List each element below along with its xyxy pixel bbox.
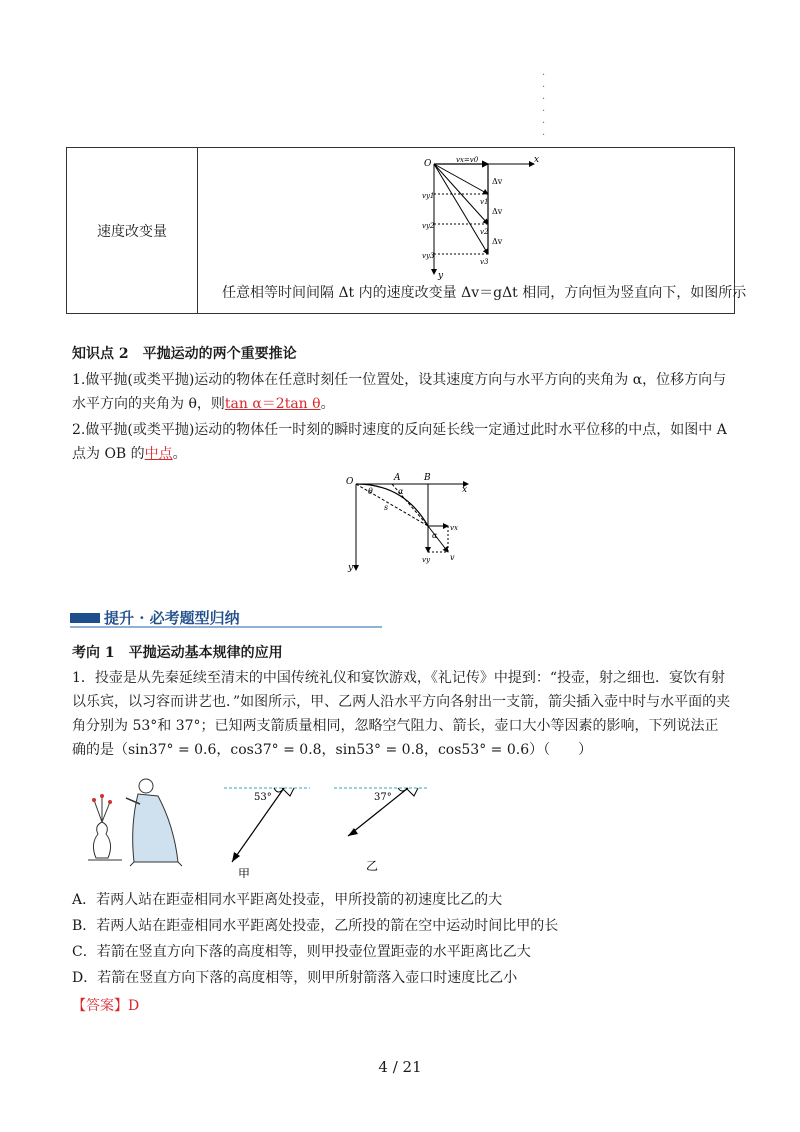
fig1-vy1: vy1 (422, 192, 435, 200)
fig1-top-label: vx=v0 (456, 156, 479, 164)
page-sep: / (392, 1058, 398, 1076)
projectile-diagram (344, 470, 474, 574)
fig2-theta: θ (368, 487, 373, 496)
fig2-vy: vy (422, 556, 430, 564)
banner-title: 提升 · 必考题型归纳 (104, 609, 240, 627)
fig2-y: y (348, 563, 354, 573)
fig2-vx: vx (450, 524, 458, 532)
table-caption: 任意相等时间间隔 Δt 内的速度改变量 Δv＝gΔt 相同，方向恒为竖直向下，如图所示 (222, 285, 747, 301)
kaoxiang-title: 考向 1 平抛运动基本规律的应用 (72, 645, 283, 661)
fig1-x-axis: x (534, 155, 540, 165)
fig1-vy2: vy2 (422, 222, 435, 230)
touhu-illustration (74, 770, 202, 870)
label-jia: 甲 (238, 867, 251, 878)
fig2-alpha-bottom: α (432, 531, 438, 540)
option-c: C．若箭在竖直方向下落的高度相等，则甲投壶位置距壶的水平距离比乙大 (72, 944, 531, 960)
angle-37: 37° (374, 792, 392, 803)
fig2-alpha-top: α (398, 487, 404, 496)
red-midpoint: 中点 (144, 446, 173, 462)
option-a: A．若两人站在距壶相同水平距离处投壶，甲所投箭的初速度比乙的大 (72, 892, 503, 908)
angle-53: 53° (254, 792, 272, 803)
option-d: D．若箭在竖直方向下落的高度相等，则甲所射箭落入壶口时速度比乙小 (72, 970, 518, 986)
answer-label: 【答案】 (72, 998, 128, 1014)
table-label: 速度改变量 (97, 223, 167, 240)
fig2-v: v (450, 553, 455, 562)
fig1-origin: O (424, 159, 432, 169)
fig2-x: x (462, 485, 468, 495)
fig2-s: s (384, 503, 389, 512)
option-b: B．若两人站在距壶相同水平距离处投壶，乙所投的箭在空中运动时间比甲的长 (72, 918, 559, 934)
arrow-figure-jia (222, 782, 312, 878)
table-label-cell (67, 148, 198, 314)
fig1-dv-2: Δv (492, 207, 503, 216)
page-number (0, 1058, 800, 1076)
page-current: 4 (378, 1058, 388, 1076)
margin-dots: · · · · · · (542, 70, 546, 141)
fig1-vy3: vy3 (422, 252, 435, 260)
question-stem: 1．投壶是从先秦延续至清末的中国传统礼仪和宴饮游戏，《礼记传》中提到：“投壶，射之细也．宴饮有射以乐宾，以习容而讲艺也．”如图所示，甲、乙两人沿水平方向各射出一支箭，箭尖插入壶中时与水平面的夹角分别为 53°和 37°；已知两支箭质量相同，忽略空气阻力、箭长，壶口大小等因素的影响，下列说法正确的是（sin37° = 0.6，cos37° = 0.8，sin53° = 0.8，cos53° = 0.6）（ ） (72, 670, 731, 758)
fig1-y-axis: y (438, 271, 444, 281)
knowledge-paragraph-1: 1.做平抛(或类平抛)运动的物体在任意时刻任一位置处，设其速度方向与水平方向的夹角为 α，位移方向与水平方向的夹角为 θ，则tan α＝2tan θ。 (72, 372, 727, 412)
answer-line (72, 995, 139, 1015)
arrow-figure-yi (332, 782, 432, 878)
section-banner (70, 605, 382, 631)
answer-value: D (128, 998, 140, 1014)
fig1-dv-3: Δv (492, 237, 503, 246)
fig2-O: O (346, 477, 354, 487)
velocity-change-diagram (422, 154, 542, 282)
fig1-v2: v2 (480, 228, 489, 236)
red-formula: tan α＝2tan θ (224, 396, 321, 412)
knowledge-point-title: 知识点 2 平抛运动的两个重要推论 (72, 346, 297, 362)
speed-change-table (66, 147, 747, 314)
fig1-v3: v3 (480, 258, 489, 266)
fig2-B: B (424, 473, 431, 483)
table-content-cell (198, 148, 747, 314)
fig1-dv-1: Δv (492, 177, 503, 186)
fig1-v1: v1 (480, 198, 489, 206)
fig2-A: A (394, 473, 401, 483)
page-total: 21 (402, 1058, 422, 1076)
label-yi: 乙 (366, 859, 379, 873)
knowledge-paragraph-2: 2.做平抛(或类平抛)运动的物体任一时刻的瞬时速度的反向延长线一定通过此时水平位移的中点，如图中 A 点为 OB 的中点。 (72, 422, 727, 462)
